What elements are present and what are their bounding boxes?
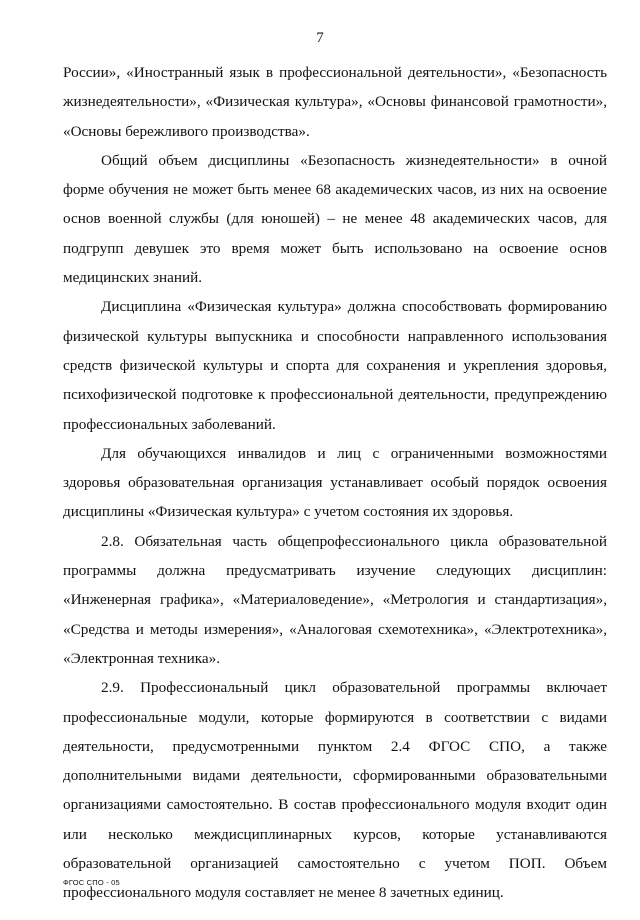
paragraph-disabled-students: Для обучающихся инвалидов и лиц с ограниченными возможностями здоровья образовательная организация устанавливает особый порядок освоения дисциплины «Физическая культура» с учетом состояния их здоровья. bbox=[63, 444, 607, 521]
paragraph-2-9: 2.9. Профессиональный цикл образовательной программы включает профессиональные модули, которые формируются в соответствии с видами деятельности, предусмотренными пунктом 2.4 ФГОС СПО, а также дополнительными видами деятельности, сформированными образовательными организациями самостоятельно. В состав профессионального модуля входит один или несколько междисциплинарных курсов, которые устанавливаются образовательной организацией самостоятельно с учетом ПОП. Объем профессионального модуля составляет не менее 8 зачетных единиц. bbox=[63, 679, 607, 902]
paragraph-physical-culture: Дисциплина «Физическая культура» должна способствовать формированию физической культуры выпускника и способности направленного использования средств физической культуры и спорта для сохранения и укрепления здоровья, психофизической подготовке к профессиональной деятельности, предупреждению профессиональных заболеваний. bbox=[63, 298, 607, 433]
paragraph-2-8: 2.8. Обязательная часть общепрофессионального цикла образовательной программы должна предусматривать изучение следующих дисциплин: «Инженерная графика», «Материаловедение», «Метрология и стандартизация», «Средства и методы измерения», «Аналоговая схемотехника», «Электротехника», «Электронная техника». bbox=[63, 532, 607, 667]
paragraph-bzh-volume: Общий объем дисциплины «Безопасность жизнедеятельности» в очной форме обучения не может быть менее 68 академических часов, из них на освоение основ военной службы (для юношей) – не менее 48 академических часов, для подгрупп девушек это время может быть использовано на освоение основ медицинских знаний. bbox=[63, 151, 607, 287]
paragraph-continuation: России», «Иностранный язык в профессиональной деятельности», «Безопасность жизнедеятельности», «Физическая культура», «Основы финансовой грамотности», «Основы бережливого производства». bbox=[63, 64, 607, 140]
page-number: 7 bbox=[316, 30, 324, 46]
footer-mark: ФГОС СПО - 05 bbox=[63, 878, 120, 887]
body-text bbox=[63, 58, 607, 908]
